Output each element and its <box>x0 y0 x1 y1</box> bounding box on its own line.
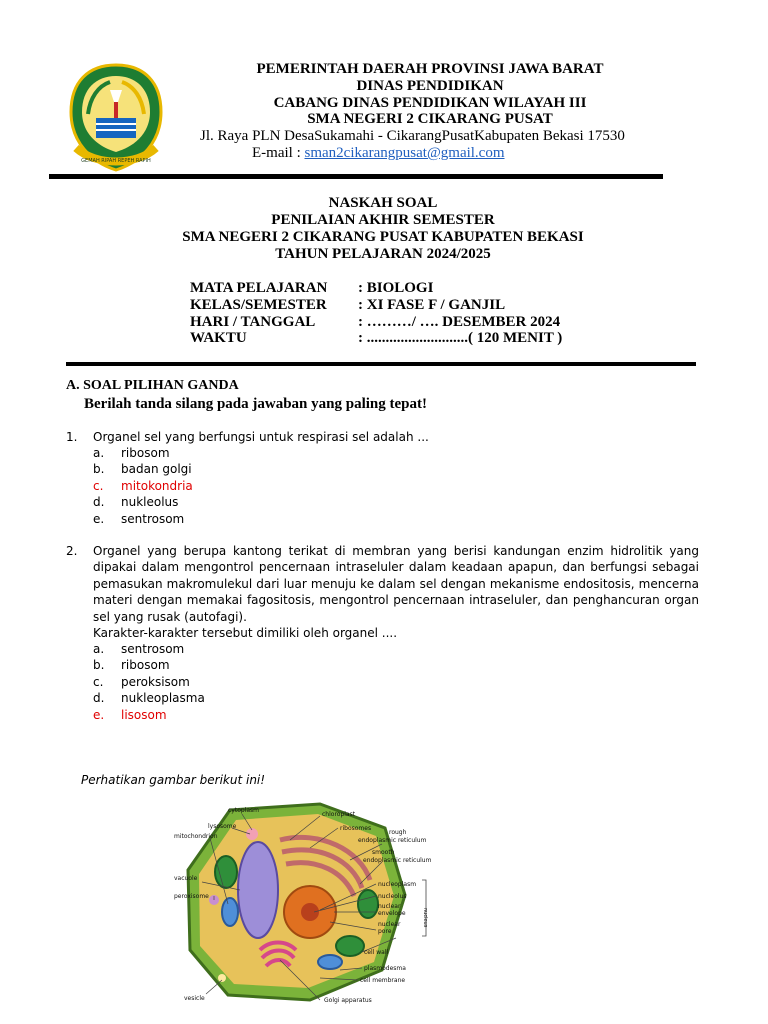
header-government: PEMERINTAH DAERAH PROVINSI JAWA BARAT <box>256 61 604 77</box>
q2-option-a-letter: a. <box>93 642 105 656</box>
doc-year: TAHUN PELAJARAN 2024/2025 <box>275 246 491 262</box>
vesicle-shape <box>218 974 226 982</box>
q1-option-a-letter: a. <box>93 446 105 460</box>
info-value-date: : ………/ …. DESEMBER 2024 <box>358 314 561 330</box>
header-branch: CABANG DINAS PENDIDIKAN WILAYAH III <box>273 95 587 111</box>
plant-cell-diagram <box>170 800 440 1010</box>
question-2-prompt: Karakter-karakter tersebut dimiliki oleh organel .... <box>93 626 398 640</box>
info-value-subject: : BIOLOGI <box>358 280 434 296</box>
chloroplast-shape-2 <box>336 936 364 956</box>
q1-option-a[interactable]: ribosom <box>121 446 170 460</box>
logo-motto: GEMAH RIPAH REPEH RAPIH <box>81 158 151 164</box>
header-school: SMA NEGERI 2 CIKARANG PUSAT <box>307 111 553 127</box>
label-rough-er: endoplasmic reticulum <box>358 837 427 844</box>
info-divider <box>66 362 696 366</box>
q2-option-b-letter: b. <box>93 658 105 672</box>
letterhead-divider <box>49 174 663 179</box>
label-chloroplast: chloroplast <box>322 811 356 818</box>
q2-option-b[interactable]: ribosom <box>121 658 170 672</box>
label-envelope: envelope <box>378 910 406 917</box>
label-smooth: smooth <box>372 849 395 856</box>
q1-option-c-letter: c. <box>93 479 104 493</box>
label-mitochondrion: mitochondrion <box>174 833 218 840</box>
info-label-date: HARI / TANGGAL <box>190 314 316 330</box>
label-pore: pore <box>378 928 392 935</box>
doc-title: NASKAH SOAL <box>328 195 438 211</box>
question-1-number: 1. <box>66 430 78 444</box>
label-vacuole: vacuole <box>174 875 198 882</box>
label-nuclear-1: nuclear <box>378 903 401 910</box>
header-address: Jl. Raya PLN DesaSukamahi - CikarangPusatKabupaten Bekasi 17530 <box>200 128 625 144</box>
q1-option-d[interactable]: nukleolus <box>121 495 179 509</box>
q1-option-e[interactable]: sentrosom <box>121 512 185 526</box>
label-nuclear-2: nuclear <box>378 921 401 928</box>
info-label-class: KELAS/SEMESTER <box>190 297 327 313</box>
info-label-subject: MATA PELAJARAN <box>190 280 328 296</box>
label-nucleoplasm: nucleoplasm <box>378 881 417 888</box>
q2-option-c[interactable]: peroksisom <box>121 675 190 689</box>
label-cytoplasm: cytoplasm <box>228 807 259 814</box>
mitochondrion-shape <box>222 898 238 926</box>
label-golgi: Golgi apparatus <box>324 997 372 1004</box>
q1-option-b[interactable]: badan golgi <box>121 462 192 476</box>
email-link[interactable]: sman2cikarangpusat@gmail.com <box>304 145 505 161</box>
label-nucleus: nucleus <box>422 908 428 928</box>
label-rough: rough <box>389 829 407 836</box>
info-value-class: : XI FASE F / GANJIL <box>358 297 506 313</box>
q1-option-b-letter: b. <box>93 462 105 476</box>
label-nucleolus: nucleolus <box>378 893 407 900</box>
label-vesicle: vesicle <box>184 995 205 1002</box>
email-label: E-mail : <box>252 145 305 161</box>
q1-option-d-letter: d. <box>93 495 105 509</box>
header-department: DINAS PENDIDIKAN <box>356 78 504 94</box>
question-2-text: Organel yang berupa kantong terikat di membran yang berisi kandungan enzim hidrolitik yang dipakai dalam mengontrol pencernaan intraseluler dalam keadaan apapun, dan berfungsi sebagai pemasukan makromulekul dari luar menuju ke dalam sel dengan mekanisme endositosis, mencerna materi dengan memakai fagositosis, mengontrol pencernaan intraseluler, dan penghancuran organ sel yang rusak (autofagi). <box>93 544 699 624</box>
q2-option-a[interactable]: sentrosom <box>121 642 185 656</box>
nucleolus-shape <box>301 903 319 921</box>
label-cell-wall: cell wall <box>364 949 389 956</box>
q1-option-e-letter: e. <box>93 512 105 526</box>
mitochondrion-shape-2 <box>318 955 342 969</box>
q2-option-e-answer[interactable]: lisosom <box>121 708 167 722</box>
q1-option-c-answer[interactable]: mitokondria <box>121 479 193 493</box>
q2-option-d[interactable]: nukleoplasma <box>121 691 205 705</box>
label-cell-membrane: cell membrane <box>360 977 406 984</box>
section-heading: A. SOAL PILIHAN GANDA <box>66 378 239 393</box>
chloroplast-shape <box>215 856 237 888</box>
info-value-time: : ...........................( 120 MENIT ) <box>358 330 563 346</box>
label-ribosomes: ribosomes <box>340 825 372 832</box>
chloroplast-shape-3 <box>358 890 378 918</box>
question-1-text: Organel sel yang berfungsi untuk respirasi sel adalah ... <box>93 430 429 444</box>
header-email-row <box>252 145 505 162</box>
section-instruction: Berilah tanda silang pada jawaban yang paling tepat! <box>84 396 427 412</box>
figure-prompt: Perhatikan gambar berikut ini! <box>81 773 266 787</box>
label-peroxisome: peroxisome <box>174 893 209 900</box>
q2-option-e-letter: e. <box>93 708 105 722</box>
question-2-number: 2. <box>66 544 78 558</box>
q2-option-c-letter: c. <box>93 675 104 689</box>
info-label-time: WAKTU <box>190 330 247 346</box>
label-lysosome: lysosome <box>208 823 237 830</box>
vacuole-shape <box>238 842 278 938</box>
doc-subtitle: PENILAIAN AKHIR SEMESTER <box>271 212 495 228</box>
provincial-logo <box>66 62 166 174</box>
q2-option-d-letter: d. <box>93 691 105 705</box>
label-smooth-er: endoplasmic reticulum <box>363 857 432 864</box>
label-plasmodesma: plasmodesma <box>364 965 406 972</box>
doc-school: SMA NEGERI 2 CIKARANG PUSAT KABUPATEN BEKASI <box>182 229 584 245</box>
